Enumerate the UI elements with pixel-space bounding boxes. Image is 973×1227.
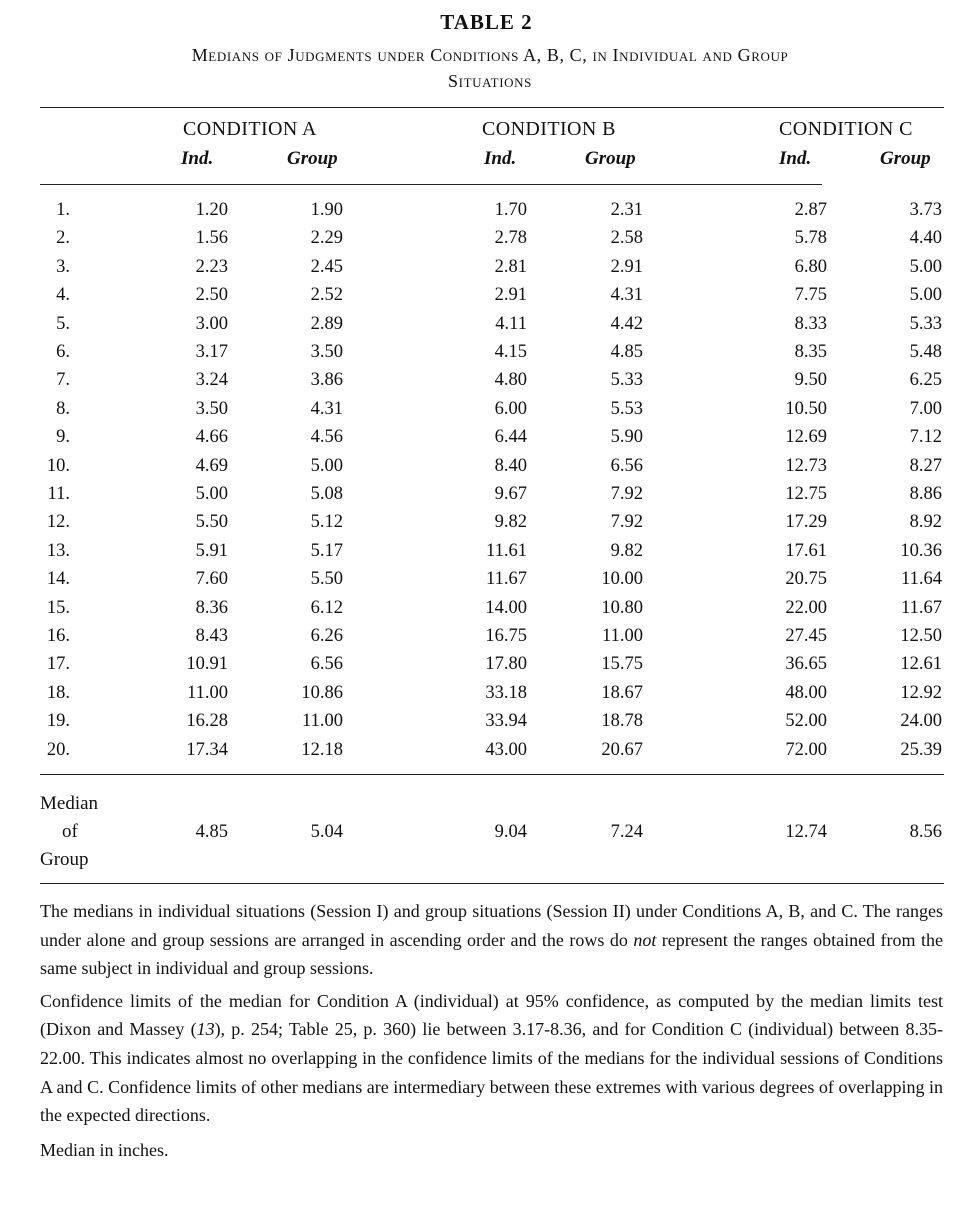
- row-number: 5.: [56, 313, 70, 334]
- row-number: 20.: [46, 739, 70, 760]
- cell-b-group: 2.91: [610, 256, 643, 277]
- cell-a-group: 4.31: [310, 398, 343, 419]
- cell-b-group: 5.90: [610, 427, 643, 448]
- cell-c-ind: 9.50: [794, 370, 827, 391]
- note-1-text-a: The medians in individual situations (Session I) and group situations (Session II) under Conditions A, B, and C. The ranges under alone and group sessions are arranged in ascending order and the rows do: [40, 901, 943, 950]
- median-c-group: 8.56: [909, 822, 942, 842]
- header-rule: [40, 184, 822, 185]
- cell-c-group: 24.00: [900, 711, 942, 732]
- cell-c-ind: 7.75: [794, 285, 827, 306]
- condition-c-heading: CONDITION C: [779, 118, 913, 140]
- table-row: [0, 196, 973, 224]
- cell-b-ind: 4.11: [495, 313, 527, 334]
- cell-b-group: 7.92: [610, 484, 643, 504]
- table-row: [0, 594, 973, 622]
- cell-a-group: 2.89: [310, 313, 343, 334]
- cell-a-group: 5.17: [310, 540, 343, 561]
- table-row: [0, 565, 973, 593]
- table-row: [0, 707, 973, 735]
- cell-a-group: 1.90: [310, 200, 343, 220]
- cell-c-ind: 22.00: [785, 597, 827, 618]
- cell-a-ind: 7.60: [195, 569, 228, 590]
- median-a-group: 5.04: [310, 822, 343, 842]
- cell-c-group: 11.67: [901, 597, 942, 618]
- table-row: [0, 480, 973, 508]
- cell-b-group: 5.53: [610, 398, 643, 419]
- row-number: 2.: [56, 228, 70, 249]
- cell-b-ind: 1.70: [494, 200, 527, 220]
- table-caption-line-1: Medians of Judgments under Conditions A, B, C, in Individual and Group: [191, 45, 789, 65]
- cell-a-ind: 5.91: [195, 540, 228, 561]
- table-row: [0, 338, 973, 366]
- cell-b-group: 18.78: [601, 711, 643, 732]
- row-number: 4.: [56, 285, 70, 306]
- row-number: 19.: [46, 711, 70, 732]
- table-title: TABLE 2: [440, 10, 533, 34]
- row-number: 14.: [46, 569, 70, 590]
- cell-a-ind: 8.36: [195, 597, 228, 618]
- cell-c-group: 8.92: [909, 512, 942, 533]
- table-row: [0, 679, 973, 707]
- cell-b-group: 10.80: [601, 597, 643, 618]
- median-label-line-2: of: [62, 821, 78, 842]
- cell-c-group: 5.00: [909, 256, 942, 277]
- cell-a-ind: 10.91: [186, 654, 228, 675]
- row-number: 8.: [56, 398, 70, 419]
- cell-c-group: 11.64: [901, 569, 942, 590]
- cell-c-ind: 20.75: [785, 569, 827, 590]
- cell-c-ind: 5.78: [794, 228, 827, 249]
- cell-c-group: 12.50: [900, 626, 942, 646]
- condition-b-group-subhead: Group: [585, 148, 636, 169]
- row-number: 6.: [56, 342, 70, 362]
- median-b-ind: 9.04: [494, 822, 527, 842]
- cell-a-group: 2.45: [310, 256, 343, 277]
- cell-b-group: 10.00: [601, 569, 643, 590]
- cell-c-ind: 52.00: [785, 711, 827, 732]
- median-label-line-1: Median: [40, 793, 99, 814]
- cell-b-ind: 11.67: [486, 569, 527, 590]
- condition-a-heading: CONDITION A: [183, 118, 317, 140]
- cell-a-ind: 2.50: [195, 285, 228, 306]
- cell-a-group: 11.00: [302, 711, 343, 732]
- condition-b-ind-subhead: Ind.: [484, 148, 517, 169]
- condition-c-ind-subhead: Ind.: [779, 148, 812, 169]
- condition-b-heading: CONDITION B: [482, 118, 616, 140]
- cell-c-ind: 8.33: [794, 313, 827, 334]
- table-row: [0, 366, 973, 394]
- table-row: [0, 224, 973, 252]
- cell-b-group: 2.58: [610, 228, 643, 249]
- note-1-emphasis: not: [633, 929, 657, 950]
- cell-b-group: 9.82: [610, 540, 643, 561]
- median-c-ind: 12.74: [785, 822, 827, 842]
- cell-b-ind: 2.91: [494, 285, 527, 306]
- note-2-text-a: Confidence limits of the median for Condition A (individual) at 95% confidence, as computed by the median limits test (Dixon and Massey (: [40, 990, 943, 1040]
- cell-a-group: 6.56: [310, 654, 343, 675]
- cell-a-group: 2.29: [310, 228, 343, 249]
- cell-b-ind: 6.00: [494, 398, 527, 419]
- row-number: 16.: [46, 626, 70, 646]
- cell-c-ind: 8.35: [794, 342, 827, 362]
- cell-b-ind: 33.94: [485, 711, 527, 732]
- cell-c-group: 5.33: [909, 313, 942, 334]
- cell-b-ind: 9.82: [494, 512, 527, 533]
- row-number: 13.: [46, 540, 70, 561]
- note-2-reference: 13: [196, 1019, 215, 1040]
- cell-c-ind: 12.73: [785, 455, 827, 476]
- row-number: 11.: [47, 484, 70, 504]
- cell-b-ind: 33.18: [485, 682, 527, 703]
- cell-c-group: 5.00: [909, 285, 942, 306]
- cell-c-group: 5.48: [909, 342, 942, 362]
- cell-c-ind: 27.45: [785, 626, 827, 646]
- condition-a-group-subhead: Group: [287, 148, 338, 169]
- cell-c-group: 10.36: [900, 540, 942, 561]
- cell-c-group: 8.86: [909, 484, 942, 504]
- cell-b-group: 4.42: [610, 313, 643, 334]
- cell-b-ind: 14.00: [485, 597, 527, 618]
- cell-a-group: 5.12: [310, 512, 343, 533]
- cell-b-group: 15.75: [601, 654, 643, 675]
- cell-a-ind: 3.24: [195, 370, 228, 391]
- table-row: [0, 281, 973, 309]
- table-row: [0, 508, 973, 536]
- table-row: [0, 395, 973, 423]
- condition-c-group-subhead: Group: [880, 148, 931, 169]
- median-label-line-3: Group: [40, 849, 89, 870]
- row-number: 17.: [46, 654, 70, 675]
- table-caption: [40, 42, 940, 94]
- cell-a-group: 5.50: [310, 569, 343, 590]
- cell-a-ind: 17.34: [186, 739, 228, 760]
- cell-c-group: 12.92: [900, 682, 942, 703]
- cell-a-group: 5.00: [310, 455, 343, 476]
- cell-b-group: 6.56: [610, 455, 643, 476]
- row-number: 3.: [56, 256, 70, 277]
- row-number: 1.: [56, 200, 70, 220]
- cell-b-ind: 17.80: [485, 654, 527, 675]
- top-rule: [40, 107, 944, 108]
- row-number: 12.: [46, 512, 70, 533]
- row-number: 9.: [56, 427, 70, 448]
- note-1-text-b: represent the ranges obtained from the same subject in individual and group sessions.: [40, 929, 943, 979]
- condition-a-ind-subhead: Ind.: [181, 148, 214, 169]
- table-caption-line-2: Situations: [448, 71, 532, 91]
- cell-a-ind: 16.28: [186, 711, 228, 732]
- cell-b-ind: 16.75: [485, 626, 527, 646]
- cell-c-ind: 2.87: [794, 200, 827, 220]
- cell-a-group: 10.86: [301, 682, 343, 703]
- row-number: 7.: [56, 370, 70, 391]
- cell-a-group: 4.56: [310, 427, 343, 448]
- table-bottom-rule: [40, 883, 944, 884]
- cell-b-ind: 9.67: [494, 484, 527, 504]
- cell-c-ind: 48.00: [785, 682, 827, 703]
- cell-a-ind: 5.00: [195, 484, 228, 504]
- cell-c-group: 3.73: [909, 200, 942, 220]
- cell-c-group: 12.61: [900, 654, 942, 675]
- cell-a-ind: 3.00: [195, 313, 228, 334]
- cell-c-ind: 12.75: [785, 484, 827, 504]
- cell-c-group: 25.39: [900, 739, 942, 760]
- cell-a-group: 3.50: [310, 342, 343, 362]
- table-row: [0, 537, 973, 565]
- cell-b-group: 20.67: [601, 739, 643, 760]
- cell-b-group: 4.85: [610, 342, 643, 362]
- cell-b-group: 18.67: [601, 682, 643, 703]
- cell-a-group: 6.26: [310, 626, 343, 646]
- cell-b-group: 5.33: [610, 370, 643, 391]
- median-a-ind: 4.85: [195, 822, 228, 842]
- cell-a-ind: 1.20: [195, 200, 228, 220]
- cell-b-ind: 2.78: [494, 228, 527, 249]
- cell-a-ind: 3.17: [195, 342, 228, 362]
- cell-a-group: 3.86: [310, 370, 343, 391]
- cell-a-ind: 2.23: [195, 256, 228, 277]
- cell-b-ind: 8.40: [494, 455, 527, 476]
- cell-c-ind: 10.50: [785, 398, 827, 419]
- note-paragraph-2: [40, 987, 943, 1130]
- note-paragraph-1: [40, 897, 943, 983]
- cell-b-ind: 2.81: [494, 256, 527, 277]
- cell-a-ind: 4.66: [195, 427, 228, 448]
- cell-a-ind: 5.50: [195, 512, 228, 533]
- cell-b-ind: 11.61: [486, 540, 527, 561]
- cell-c-group: 8.27: [909, 455, 942, 476]
- cell-a-group: 2.52: [310, 285, 343, 306]
- cell-b-ind: 6.44: [494, 427, 527, 448]
- table-notes: [40, 897, 943, 1164]
- cell-c-ind: 12.69: [785, 427, 827, 448]
- cell-c-ind: 72.00: [785, 739, 827, 760]
- row-number: 10.: [46, 455, 70, 476]
- cell-a-ind: 11.00: [187, 682, 228, 703]
- cell-a-ind: 4.69: [195, 455, 228, 476]
- cell-c-ind: 17.29: [785, 512, 827, 533]
- median-row: [0, 818, 973, 846]
- row-number: 15.: [46, 597, 70, 618]
- cell-c-ind: 36.65: [785, 654, 827, 675]
- cell-b-ind: 4.15: [494, 342, 527, 362]
- table-row: [0, 253, 973, 281]
- median-b-group: 7.24: [610, 822, 643, 842]
- cell-b-group: 11.00: [602, 626, 643, 646]
- table-row: [0, 622, 973, 650]
- cell-a-ind: 1.56: [195, 228, 228, 249]
- cell-b-group: 4.31: [610, 285, 643, 306]
- body-bottom-rule: [40, 774, 944, 775]
- note-2-text-b: ), p. 254; Table 25, p. 360) lie between 3.17-8.36, and for Condition C (individual) between 8.35-22.00. This indicates almost no overlapping in the confidence limits of the medians for the individual sessions of Conditions A and C. Confidence limits of other medians are intermediary between these extremes with various degrees of overlapping in the expected directions.: [40, 1019, 943, 1126]
- cell-c-group: 6.25: [909, 370, 942, 391]
- note-paragraph-3: Median in inches.: [40, 1139, 169, 1160]
- table-row: [0, 310, 973, 338]
- cell-a-group: 12.18: [301, 739, 343, 760]
- table-row: [0, 650, 973, 678]
- cell-b-ind: 4.80: [494, 370, 527, 391]
- cell-b-group: 7.92: [610, 512, 643, 533]
- table-row: [0, 736, 973, 764]
- cell-a-ind: 8.43: [195, 626, 228, 646]
- cell-c-ind: 17.61: [785, 540, 827, 561]
- cell-c-ind: 6.80: [794, 256, 827, 277]
- cell-b-group: 2.31: [610, 200, 643, 220]
- cell-a-group: 5.08: [310, 484, 343, 504]
- cell-c-group: 4.40: [909, 228, 942, 249]
- table-row: [0, 452, 973, 480]
- cell-c-group: 7.00: [909, 398, 942, 419]
- cell-a-group: 6.12: [310, 597, 343, 618]
- cell-c-group: 7.12: [909, 427, 942, 448]
- cell-a-ind: 3.50: [195, 398, 228, 419]
- cell-b-ind: 43.00: [485, 739, 527, 760]
- table-row: [0, 423, 973, 451]
- row-number: 18.: [46, 682, 70, 703]
